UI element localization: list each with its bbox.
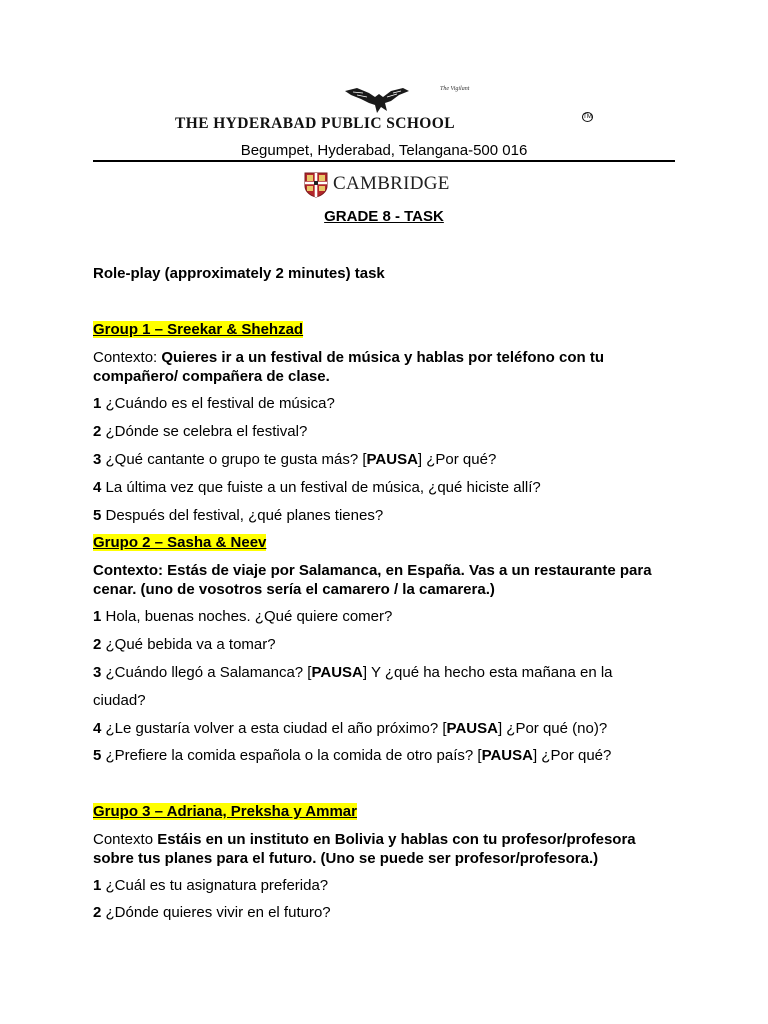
cambridge-crest-icon xyxy=(304,172,328,198)
question-number: 2 xyxy=(93,423,102,440)
context-text: Estáis en un instituto en Bolivia y hablas con tu profesor/profesora sobre tus planes para el futuro. (Uno se puede ser profesor/profesora.) xyxy=(93,831,636,867)
group-heading xyxy=(93,533,266,552)
group-1-context xyxy=(93,348,678,386)
question-text-end: ] Y ¿qué ha hecho esta mañana en la xyxy=(362,664,613,681)
question-number: 4 xyxy=(93,479,102,496)
header-divider xyxy=(93,160,675,162)
question-item xyxy=(93,663,613,682)
question-text-end: ] ¿Por qué? xyxy=(417,451,497,468)
context-label: Contexto: xyxy=(93,562,168,579)
context-text: Estás de viaje por Salamanca, en España. Vas a un restaurante para cenar. (uno de vosotros sería el camarero / la camarera.) xyxy=(93,562,652,598)
question-text: Hola, buenas noches. ¿Qué quiere comer? xyxy=(101,608,393,625)
school-name: THE HYDERABAD PUBLIC SCHOOL xyxy=(175,115,455,132)
pause-marker: PAUSA xyxy=(311,664,363,681)
question-item xyxy=(93,422,307,441)
question-item xyxy=(93,635,276,654)
cambridge-wordmark: CAMBRIDGE xyxy=(333,173,450,194)
question-number: 2 xyxy=(93,904,102,921)
cambridge-logo xyxy=(304,172,474,198)
question-text: ¿Cuándo es el festival de música? xyxy=(101,395,335,412)
question-number: 1 xyxy=(93,877,102,894)
group-2-context xyxy=(93,561,678,599)
question-text-end: ] ¿Por qué? xyxy=(532,747,612,764)
question-number: 2 xyxy=(93,636,102,653)
question-text: Después del festival, ¿qué planes tienes? xyxy=(101,507,384,524)
question-number: 1 xyxy=(93,608,102,625)
question-item xyxy=(93,607,392,626)
question-item xyxy=(93,746,611,765)
question-text: ¿Cuál es tu asignatura preferida? xyxy=(101,877,329,894)
question-number: 3 xyxy=(93,451,102,468)
school-motto: The Vigilant xyxy=(440,86,470,92)
group-heading xyxy=(93,802,357,821)
question-item xyxy=(93,478,541,497)
question-text: La última vez que fuiste a un festival de música, ¿qué hiciste allí? xyxy=(101,479,541,496)
question-text: ¿Prefiere la comida española o la comida de otro país? [ xyxy=(101,747,482,764)
question-text: ¿Dónde quieres vivir en el futuro? xyxy=(101,904,331,921)
school-address: Begumpet, Hyderabad, Telangana-500 016 xyxy=(240,142,528,159)
page-title: GRADE 8 - TASK xyxy=(324,208,444,225)
question-text: ¿Qué bebida va a tomar? xyxy=(101,636,276,653)
question-number: 5 xyxy=(93,507,102,524)
question-text: ¿Qué cantante o grupo te gusta más? [ xyxy=(101,451,367,468)
group-heading xyxy=(93,320,303,339)
school-logo xyxy=(170,85,600,135)
question-number: 1 xyxy=(93,395,102,412)
trademark-icon: TM xyxy=(583,114,592,120)
group-1-heading: Group 1 – Sreekar & Shehzad xyxy=(93,321,304,338)
task-heading: Role-play (approximately 2 minutes) task xyxy=(93,265,385,282)
question-item xyxy=(93,506,383,525)
question-item xyxy=(93,903,331,922)
question-text: ¿Dónde se celebra el festival? xyxy=(101,423,308,440)
question-number: 4 xyxy=(93,720,102,737)
question-item xyxy=(93,876,328,895)
question-continuation: ciudad? xyxy=(93,692,146,709)
eagle-icon xyxy=(343,85,411,115)
group-3-context xyxy=(93,830,678,868)
group-2-heading: Grupo 2 – Sasha & Neev xyxy=(93,534,267,551)
question-item xyxy=(93,394,335,413)
pause-marker: PAUSA xyxy=(481,747,533,764)
pause-marker: PAUSA xyxy=(446,720,498,737)
pause-marker: PAUSA xyxy=(366,451,418,468)
context-text: Quieres ir a un festival de música y hablas por teléfono con tu compañero/ compañera de clase. xyxy=(93,349,604,385)
question-item xyxy=(93,450,496,469)
question-text-end: ] ¿Por qué (no)? xyxy=(497,720,608,737)
question-item xyxy=(93,719,607,738)
question-number: 5 xyxy=(93,747,102,764)
context-label: Contexto: xyxy=(93,349,162,366)
question-number: 3 xyxy=(93,664,102,681)
question-text: ¿Le gustaría volver a esta ciudad el año próximo? [ xyxy=(101,720,447,737)
question-text: ¿Cuándo llegó a Salamanca? [ xyxy=(101,664,312,681)
context-label: Contexto xyxy=(93,831,158,848)
group-3-heading: Grupo 3 – Adriana, Preksha y Ammar xyxy=(93,803,357,820)
